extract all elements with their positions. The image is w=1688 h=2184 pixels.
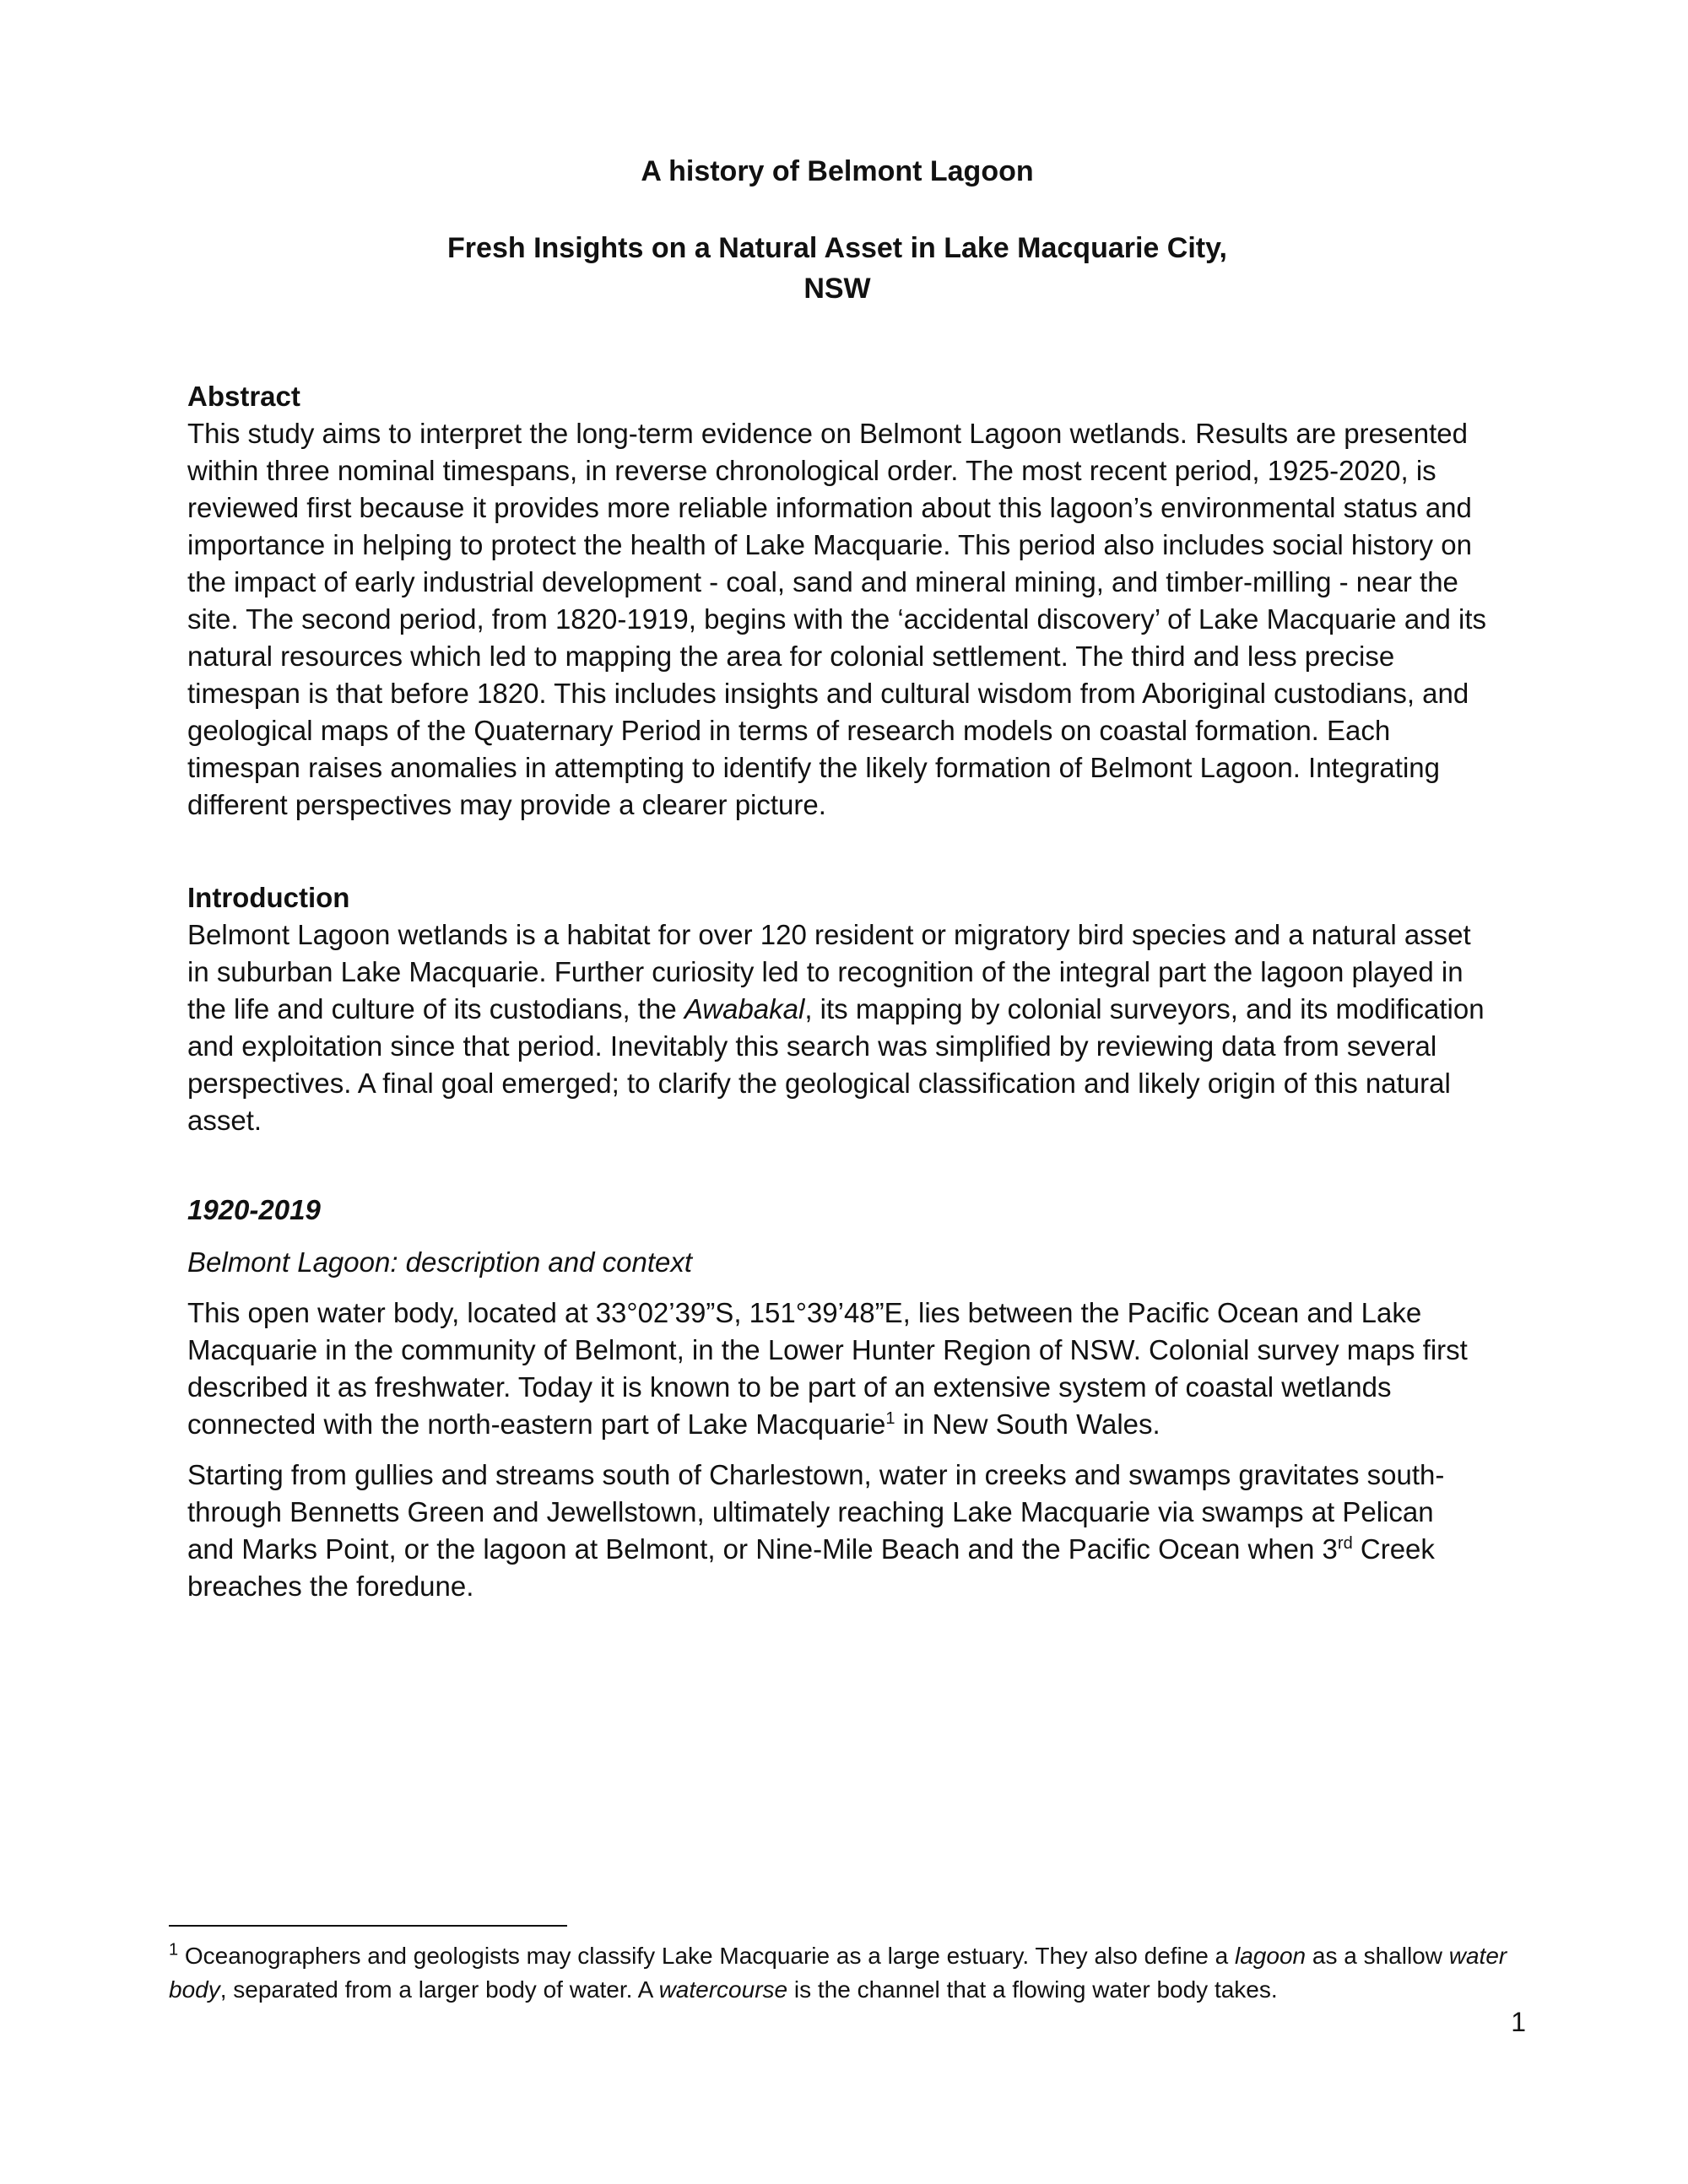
description-text: This open water body, located at 33°02’39”S, 151°39’48”E, lies between the Pacific Ocean and Lake Macquarie in the community of Belmont, in the Lower Hunter Region of NSW. Colonial survey maps first described it as freshwater. Today it is known to be part of an extensive system of coastal wetlands connected with the north-eastern part of Lake Macquarie <box>187 1297 1468 1440</box>
period-heading: 1920-2019 <box>187 1194 321 1225</box>
page-number: 1 <box>1511 2007 1526 2037</box>
footnote-term-lagoon: lagoon <box>1235 1943 1307 1969</box>
introduction-text-part-1: Belmont Lagoon wetlands is a habitat for over 120 resident or migratory bird species and a natural asset in suburban Lake Macquarie. Further curiosity led to recognition of the integral part the lagoon played in the life and culture of its custodians, the <box>187 919 1471 1024</box>
footnote-reference[interactable]: 1 <box>885 1409 895 1428</box>
footnote-term-watercourse: watercourse <box>658 1976 788 2003</box>
period-subheading: Belmont Lagoon: description and context <box>187 1246 693 1278</box>
drainage-paragraph <box>187 1457 1487 1605</box>
footnote-text-c: , separated from a larger body of water. A <box>219 1976 659 2003</box>
introduction-heading: Introduction <box>187 882 350 913</box>
footnote <box>169 1939 1519 2007</box>
document-title: A history of Belmont Lagoon <box>641 155 1034 187</box>
description-paragraph <box>187 1295 1487 1443</box>
drainage-text: Starting from gullies and streams south of Charlestown, water in creeks and swamps gravitates south-through Bennetts Green and Jewellstown, ultimately reaching Lake Macquarie via swamps at Pelican and Marks Point, or the lagoon at Belmont, or Nine-Mile Beach and the Pacific Ocean when 3 <box>187 1459 1445 1565</box>
drainage-tail: Creek breaches the foredune. <box>187 1533 1435 1602</box>
footnote-text-a: Oceanographers and geologists may classify Lake Macquarie as a large estuary. They also define a <box>178 1943 1236 1969</box>
abstract-heading: Abstract <box>187 381 300 412</box>
document-subtitle <box>187 228 1487 309</box>
introduction-text-part-2: , its mapping by colonial surveyors, and its modification and exploitation since that period. Inevitably this search was simplified by reviewing data from several perspectives. A final goal emerged; to clarify the geological classification and likely origin of this natural asset. <box>187 993 1485 1136</box>
footnote-term-water-body: water body <box>169 1943 1507 2003</box>
page-content <box>187 152 1487 1605</box>
footnote-text-b: as a shallow <box>1306 1943 1449 1969</box>
subtitle-line-1: Fresh Insights on a Natural Asset in Lake Macquarie City, <box>447 232 1227 264</box>
description-tail: in New South Wales. <box>895 1408 1160 1440</box>
subtitle-line-2: NSW <box>803 273 871 305</box>
abstract-text: This study aims to interpret the long-term evidence on Belmont Lagoon wetlands. Results are presented within three nominal timespans, in reverse chronological order. The most recent period, 1925-2020, is reviewed first because it provides more reliable information about this lagoon’s environmental status and importance in helping to protect the health of Lake Macquarie. This period also includes social history on the impact of early industrial development - coal, sand and mineral mining, and timber-milling - near the site. The second period, from 1820-1919, begins with the ‘accidental discovery’ of Lake Macquarie and its natural resources which led to mapping the area for colonial settlement. The third and less precise timespan is that before 1820. This includes insights and cultural wisdom from Aboriginal custodians, and geological maps of the Quaternary Period in terms of research models on coastal formation. Each timespan raises anomalies in attempting to identify the likely formation of Belmont Lagoon. Integrating different perspectives may provide a clearer picture. <box>187 418 1487 820</box>
introduction-text <box>187 916 1487 1139</box>
ordinal-suffix: rd <box>1337 1534 1353 1553</box>
introduction-italic-term: Awabakal <box>684 993 805 1024</box>
footnote-divider <box>169 1925 567 1927</box>
footnote-marker: 1 <box>169 1940 179 1960</box>
footnote-text-d: is the channel that a flowing water body takes. <box>787 1976 1278 2003</box>
